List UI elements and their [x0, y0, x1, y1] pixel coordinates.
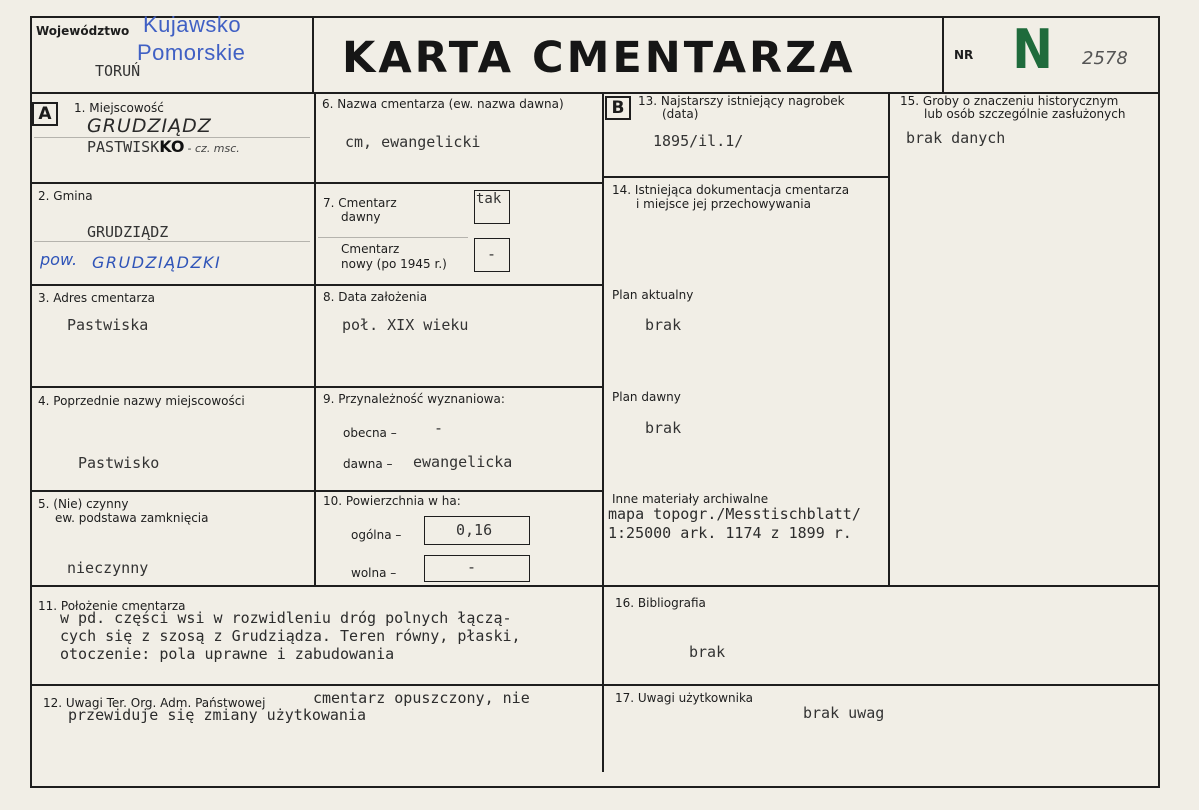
field-7-nowy-line2: nowy (po 1945 r.)	[341, 257, 447, 271]
field-7-label-line2: dawny	[341, 210, 381, 224]
field-8-typed: poł. XIX wieku	[342, 316, 469, 334]
field-1-typed-group	[87, 137, 240, 156]
inne-line2: 1:25000 ark. 1174 z 1899 r.	[608, 524, 852, 542]
field-1-note: - cz. msc.	[187, 142, 240, 155]
field-12-line2: przewiduje się zmiany użytkowania	[68, 706, 367, 724]
field-13-typed: 1895/il.1/	[653, 132, 744, 150]
field-3-label: 3. Adres cmentarza	[38, 291, 155, 305]
dawna-value: ewangelicka	[413, 453, 513, 471]
plan-aktualny-label: Plan aktualny	[612, 288, 694, 302]
field-13-label-line1: 13. Najstarszy istniejący nagrobek	[638, 94, 845, 108]
field-10-label: 10. Powierzchnia w ha:	[323, 494, 461, 508]
page-title: KARTA CMENTARZA	[342, 33, 856, 83]
dawna-label: dawna –	[343, 457, 393, 471]
nowy-value: -	[487, 245, 497, 263]
field-6-typed: cm, ewangelicki	[345, 133, 481, 151]
dawny-checkbox	[474, 190, 510, 224]
ogolna-box	[424, 516, 530, 545]
obecna-label: obecna –	[343, 426, 397, 440]
field-12-line1: cmentarz opuszczony, nie	[313, 689, 530, 707]
field-4-label: 4. Poprzednie nazwy miejscowości	[38, 394, 245, 408]
wolna-label: wolna –	[351, 566, 397, 580]
field-1-handwritten: GRUDZIĄDZ	[87, 115, 212, 137]
field-11-line1: w pd. części wsi w rozwidleniu dróg polnych łączą-	[60, 609, 512, 627]
field-8-label: 8. Data założenia	[323, 290, 428, 304]
field-2-hand-prefix: pow.	[40, 250, 78, 269]
field-15-label-line1: 15. Groby o znaczeniu historycznym	[900, 94, 1119, 108]
field-17-label: 17. Uwagi użytkownika	[615, 691, 754, 705]
dawny-value: tak	[476, 191, 502, 207]
ogolna-value: 0,16	[456, 521, 493, 539]
inne-materialy-label: Inne materiały archiwalne	[612, 492, 769, 506]
field-15-typed: brak danych	[906, 129, 1006, 147]
field-2-typed: GRUDZIĄDZ	[87, 223, 169, 241]
section-b-box: B	[605, 96, 631, 120]
field-16-label: 16. Bibliografia	[615, 596, 706, 610]
field-14-label-line2: i miejsce jej przechowywania	[636, 197, 811, 211]
nr-label: NR	[954, 48, 974, 62]
field-1-typed-end: KO	[159, 137, 185, 156]
wojewodztwo-stamp-line1: Kujawsko	[143, 12, 242, 37]
field-11-line3: otoczenie: pola uprawne i zabudowania	[60, 645, 395, 663]
field-9-label: 9. Przynależność wyznaniowa:	[323, 392, 505, 406]
field-1-label: 1. Miejscowość	[74, 101, 164, 115]
nr-letter: N	[1012, 18, 1053, 81]
field-11-label: 11. Położenie cmentarza	[38, 599, 186, 613]
field-13-label-line2: (data)	[662, 107, 699, 121]
field-16-typed: brak	[689, 643, 726, 661]
plan-dawny-label: Plan dawny	[612, 390, 681, 404]
wojewodztwo-typed: TORUŃ	[95, 62, 141, 80]
section-a-box: A	[32, 102, 58, 126]
field-2-handwritten: GRUDZIĄDZKI	[92, 253, 222, 272]
field-3-typed: Pastwiska	[67, 316, 149, 334]
field-7-label-line1: 7. Cmentarz	[323, 196, 397, 210]
inne-line1: mapa topogr./Messtischblatt/	[608, 505, 861, 523]
field-7-nowy-line1: Cmentarz	[341, 242, 400, 256]
ogolna-label: ogólna –	[351, 528, 402, 542]
plan-dawny-value: brak	[645, 419, 682, 437]
field-17-typed: brak uwag	[803, 704, 885, 722]
wojewodztwo-label: Województwo	[36, 24, 130, 38]
plan-aktualny-value: brak	[645, 316, 682, 334]
field-5-typed: nieczynny	[67, 559, 149, 577]
field-5-label-line2: ew. podstawa zamknięcia	[55, 511, 209, 525]
wojewodztwo-stamp-line2: Pomorskie	[137, 40, 246, 65]
nowy-checkbox	[474, 238, 510, 272]
wolna-box	[424, 555, 530, 582]
obecna-value: -	[434, 419, 444, 437]
nr-number: 2578	[1082, 48, 1128, 69]
field-14-label-line1: 14. Istniejąca dokumentacja cmentarza	[612, 183, 850, 197]
wolna-value: -	[467, 558, 477, 576]
field-11-line2: cych się z szosą z Grudziądza. Teren równy, płaski,	[60, 627, 521, 645]
field-12-label: 12. Uwagi Ter. Org. Adm. Państwowej	[43, 696, 266, 710]
field-1-typed: PASTWISK	[87, 138, 160, 156]
field-4-typed: Pastwisko	[78, 454, 160, 472]
field-6-label: 6. Nazwa cmentarza (ew. nazwa dawna)	[322, 97, 564, 111]
field-2-label: 2. Gmina	[38, 189, 93, 203]
field-5-label-line1: 5. (Nie) czynny	[38, 497, 129, 511]
field-15-label-line2: lub osób szczególnie zasłużonych	[924, 107, 1126, 121]
